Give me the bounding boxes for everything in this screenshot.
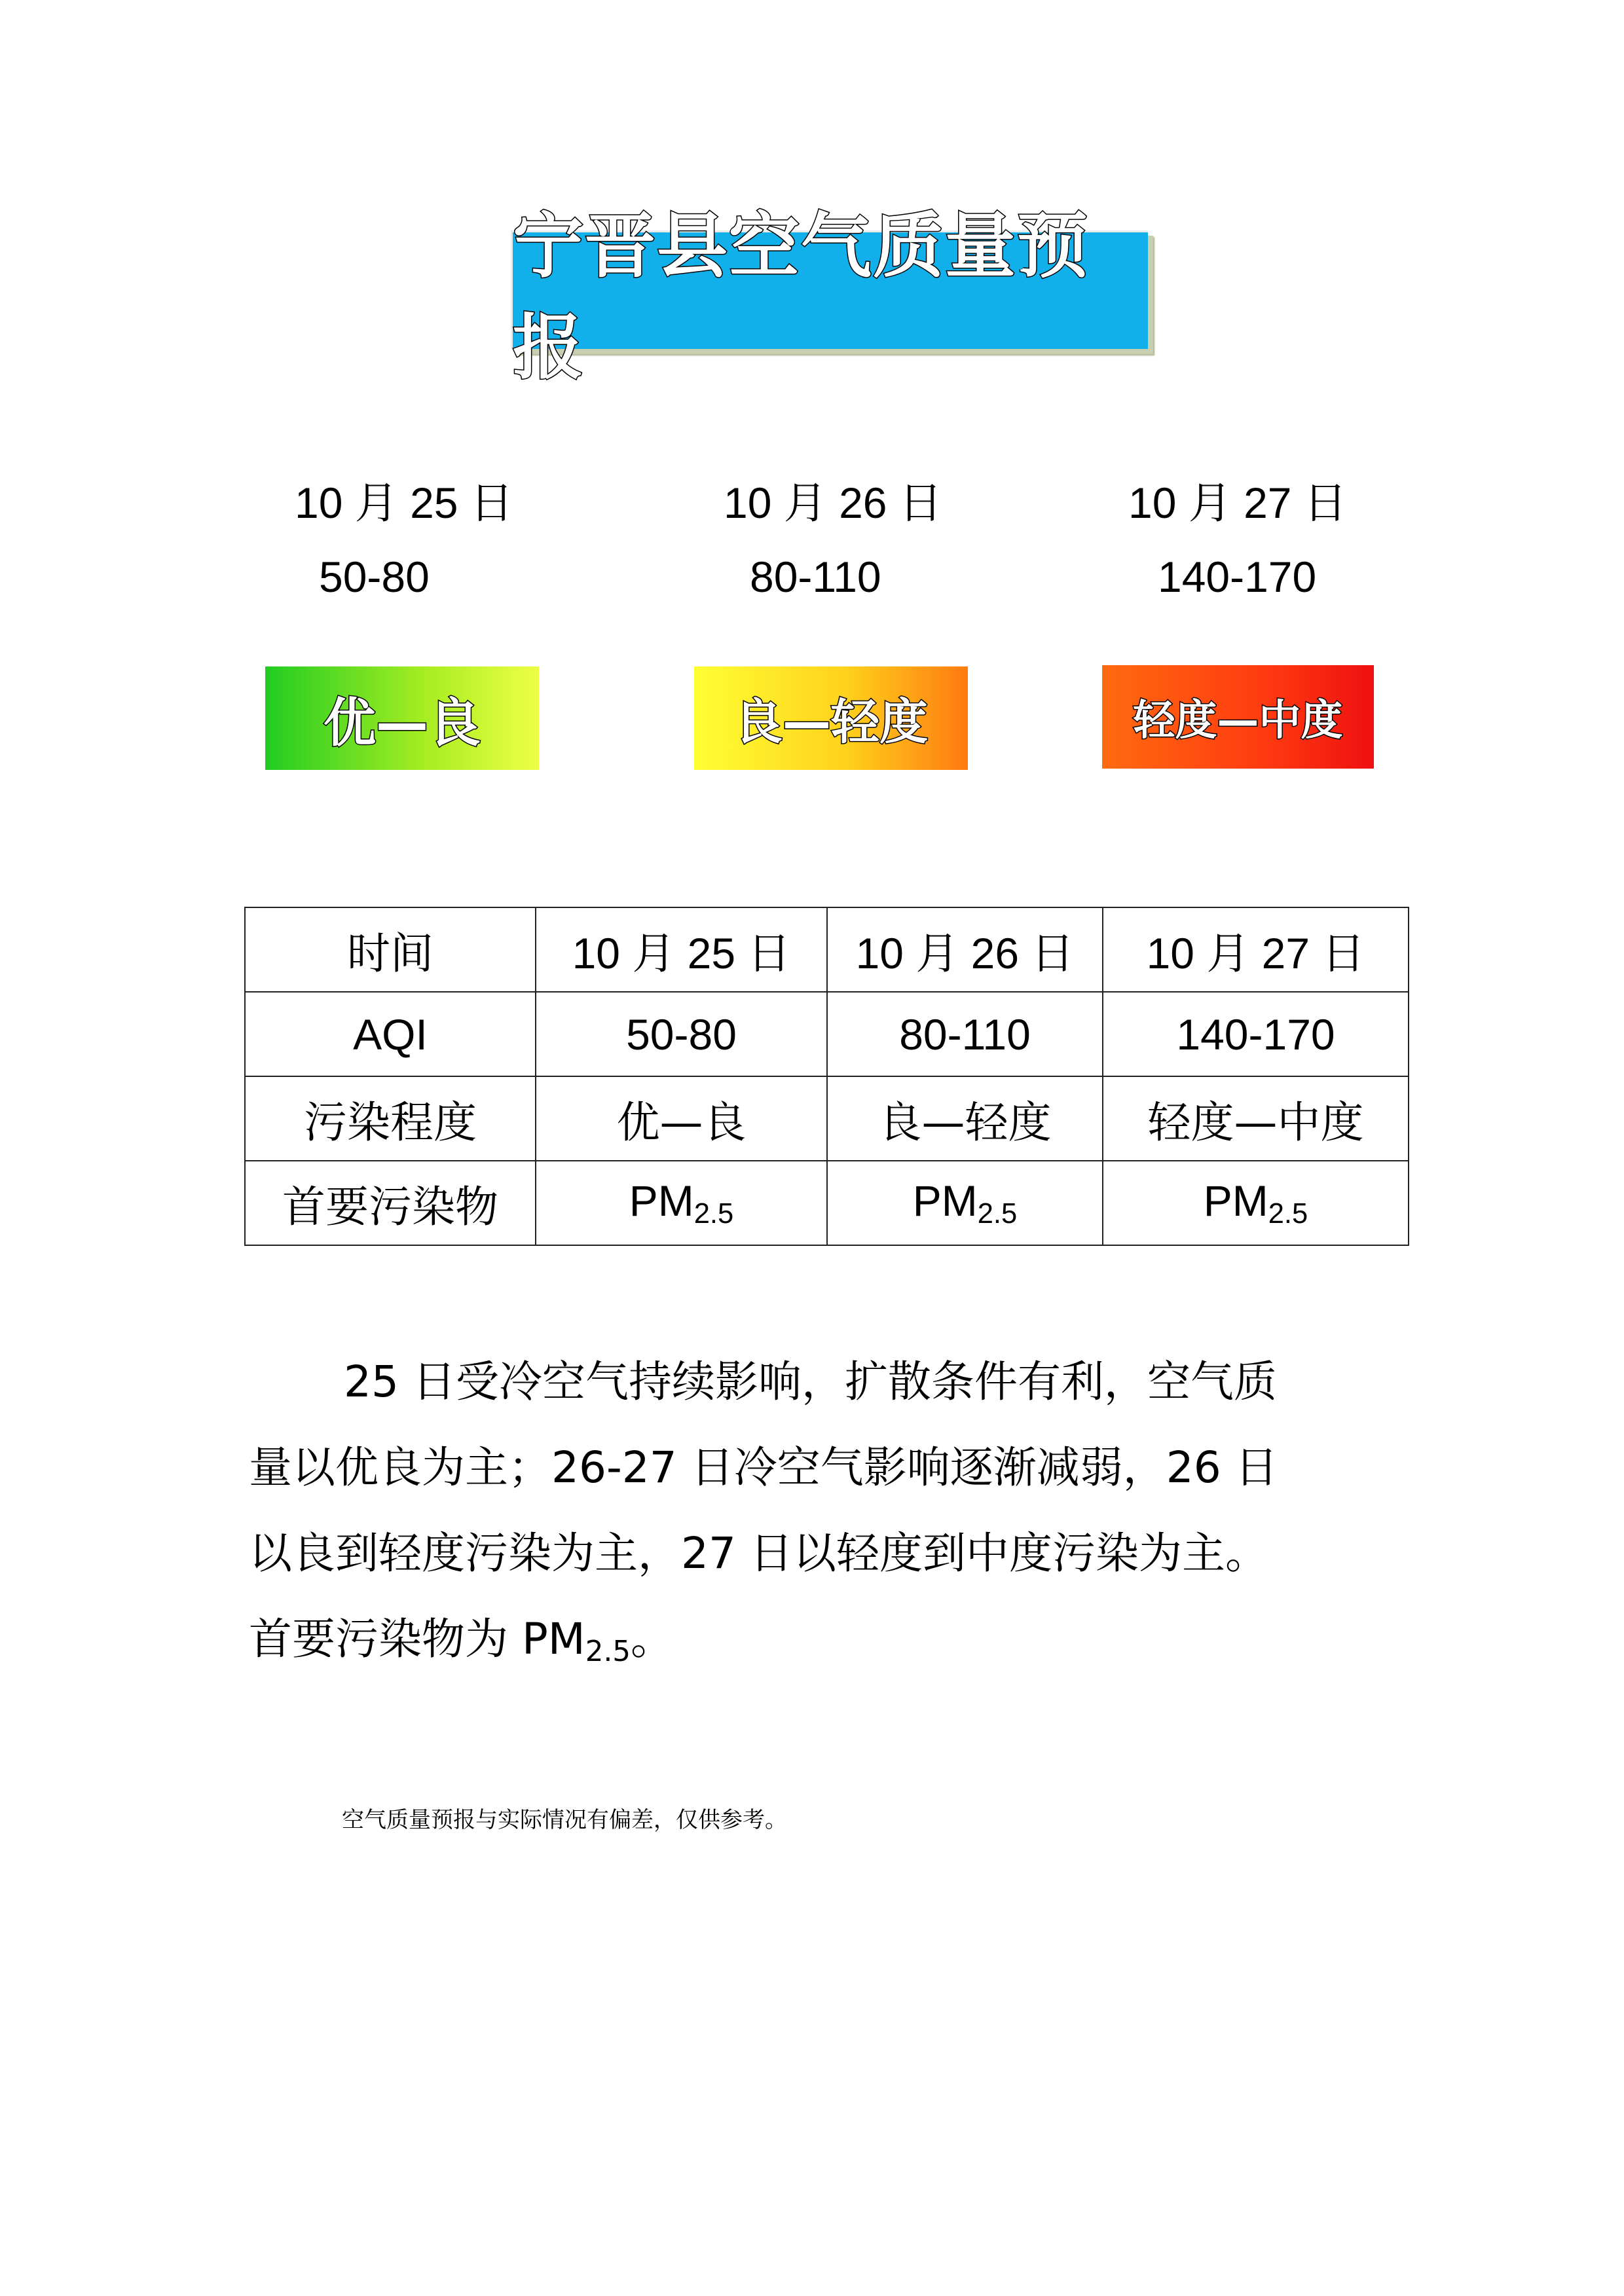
table-header-aqi: AQI [245, 992, 536, 1076]
table-row-level [245, 1076, 1409, 1161]
description-line-3: 以良到轻度污染为主，27 日以轻度到中度污染为主。 [249, 1528, 1268, 1578]
description-line-2: 量以优良为主；26-27 日冷空气影响逐渐减弱，26 日 [249, 1442, 1278, 1493]
table-cell-date-1: 10 月 25 日 [536, 907, 827, 992]
table-row-aqi [245, 992, 1409, 1076]
table-header-time: 时间 [245, 907, 536, 992]
table-cell-level-1: 优—良 [536, 1076, 827, 1161]
day2-date: 10 月 26 日 [724, 479, 942, 527]
description-line-1: 25 日受冷空气持续影响，扩散条件有利，空气质 [344, 1357, 1277, 1407]
table-row-pollutant [245, 1161, 1409, 1245]
level-badge-day2 [694, 666, 968, 770]
pollutant-subscript: 2.5 [1268, 1197, 1308, 1230]
pollutant-subscript: 2.5 [693, 1197, 734, 1230]
day1-aqi: 50-80 [319, 553, 430, 601]
table-header-level: 污染程度 [245, 1076, 536, 1161]
page-title: 宁晋县空气质量预报 [513, 206, 1090, 389]
table-cell-aqi-1: 50-80 [536, 992, 827, 1076]
pollutant-subscript: 2.5 [977, 1197, 1018, 1230]
day1-date: 10 月 25 日 [295, 479, 513, 527]
description-line-4 [249, 1596, 1375, 1695]
description-line-4-suffix: 。 [631, 1614, 674, 1664]
day3-date: 10 月 27 日 [1128, 479, 1347, 527]
table-cell-date-2: 10 月 26 日 [827, 907, 1103, 992]
table-cell-date-3: 10 月 27 日 [1103, 907, 1409, 992]
table-cell-pollutant-3 [1103, 1161, 1409, 1245]
disclaimer-note: 空气质量预报与实际情况有偏差，仅供参考。 [342, 1807, 787, 1833]
level-badge-day1 [265, 666, 539, 770]
table-cell-pollutant-2 [827, 1161, 1103, 1245]
level-badge-day3-text: 轻度—中度 [1133, 697, 1343, 745]
table-cell-level-2: 良—轻度 [827, 1076, 1103, 1161]
forecast-description [249, 1339, 1375, 1695]
table-header-pollutant: 首要污染物 [245, 1161, 536, 1245]
table-cell-level-3: 轻度—中度 [1103, 1076, 1409, 1161]
level-badge-day2-text: 良—轻度 [734, 694, 928, 750]
table-row-time [245, 907, 1409, 992]
day3-aqi: 140-170 [1158, 553, 1317, 601]
day2-aqi: 80-110 [750, 553, 881, 601]
table-cell-aqi-3: 140-170 [1103, 992, 1409, 1076]
table-cell-pollutant-1 [536, 1161, 827, 1245]
table-cell-aqi-2: 80-110 [827, 992, 1103, 1076]
description-line-4-prefix: 首要污染物为 PM [249, 1614, 585, 1664]
pollutant-name: PM [1203, 1176, 1268, 1226]
pollutant-name: PM [912, 1176, 978, 1226]
description-line-4-sub: 2.5 [585, 1635, 631, 1668]
pollutant-name: PM [629, 1176, 694, 1226]
aqi-forecast-table [244, 907, 1409, 1246]
level-badge-day1-text: 优—良 [323, 692, 481, 754]
level-badge-day3 [1102, 665, 1374, 769]
title-banner [511, 206, 1148, 389]
